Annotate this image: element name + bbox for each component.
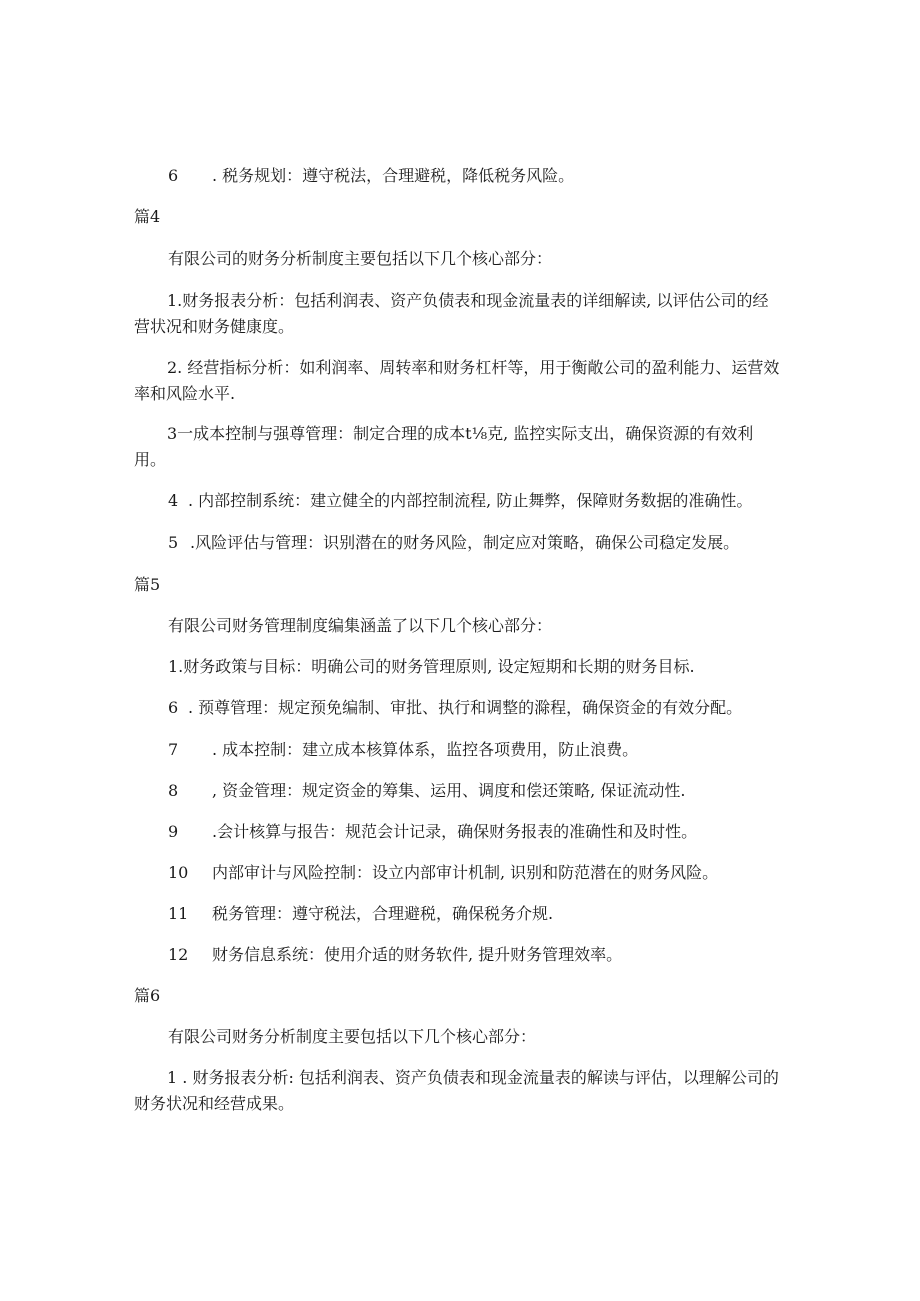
item-number: 7	[168, 740, 179, 759]
item-text: 内部审计与风险控制：设立内部审计机制, 识别和防范潜在的财务风险。	[212, 863, 719, 882]
section-4-intro: 有限公司的财务分析制度主要包括以下几个核心部分：	[168, 249, 553, 268]
item-number: 11	[168, 904, 189, 923]
item-text: .会计核算与报告：规范会计记录，确保财务报表的准确性和及时性。	[212, 822, 698, 841]
section-5-intro: 有限公司财务管理制度编集涵盖了以下几个核心部分：	[168, 616, 553, 635]
item-text: , 资金管理：规定资金的筹集、运用、调度和偿还策略, 保证流动性.	[212, 781, 686, 800]
item-text: . 税务规划：遵守税法，合理避税，降低税务风险。	[212, 166, 575, 185]
item-number: 6	[168, 166, 179, 185]
item-text: . 预尊管理：规定预免编制、审批、执行和调整的滁程，确保资金的有效分配。	[188, 698, 743, 717]
list-item-3-cost-control: 3一成本控制与强尊管理：制定合理的成本t⅛克, 监控实际支出，确保资源的有效利用。	[134, 424, 754, 469]
item-text: . 内部控制系统：建立健全的内部控制流程, 防止舞弊，保障财务数据的准确性。	[188, 491, 753, 510]
section-heading-5: 篇5	[134, 575, 161, 594]
item-text: 财务信息系统：使用介适的财务软件, 提升财务管理效率。	[212, 945, 623, 964]
item-number: 6	[168, 698, 179, 717]
list-item-1-financial-policy: 1.财务政策与目标：明确公司的财务管理原则, 设定短期和长期的财务目标.	[168, 657, 695, 676]
item-number: 5	[168, 533, 179, 552]
list-item-1-financial-statements: 1.财务报表分析：包括利润表、资产负债表和现金流量表的详细解读, 以评估公司的经营状况和财务健康度。	[134, 291, 769, 336]
item-number: 8	[168, 781, 179, 800]
item-number: 9	[168, 822, 179, 841]
section-heading-6: 篇6	[134, 986, 161, 1005]
list-item-1-statement-analysis: 1 . 财务报表分析: 包括利润表、资产负债表和现金流量表的解读与评估，以理解公司的财务状况和经营成果。	[134, 1068, 779, 1113]
list-item-2-operating-indicators: 2. 经营指标分析：如利润率、周转率和财务杠杆等，用于衡敞公司的盈利能力、运营效率和风险水平.	[134, 358, 780, 403]
section-6-intro: 有限公司财务分析制度主要包括以下几个核心部分：	[168, 1027, 537, 1046]
section-heading-4: 篇4	[134, 207, 161, 226]
item-number: 12	[168, 945, 189, 964]
item-text: .风险评估与管理：识别潜在的财务风险，制定应对策略，确保公司稳定发展。	[190, 533, 740, 552]
item-text: 税务管理：遵守税法，合理避税，确保税务介规.	[212, 904, 554, 923]
item-text: . 成本控制：建立成本核算体系，监控各项费用，防止浪费。	[212, 740, 639, 759]
item-number: 10	[168, 863, 189, 882]
item-number: 4	[168, 491, 179, 510]
